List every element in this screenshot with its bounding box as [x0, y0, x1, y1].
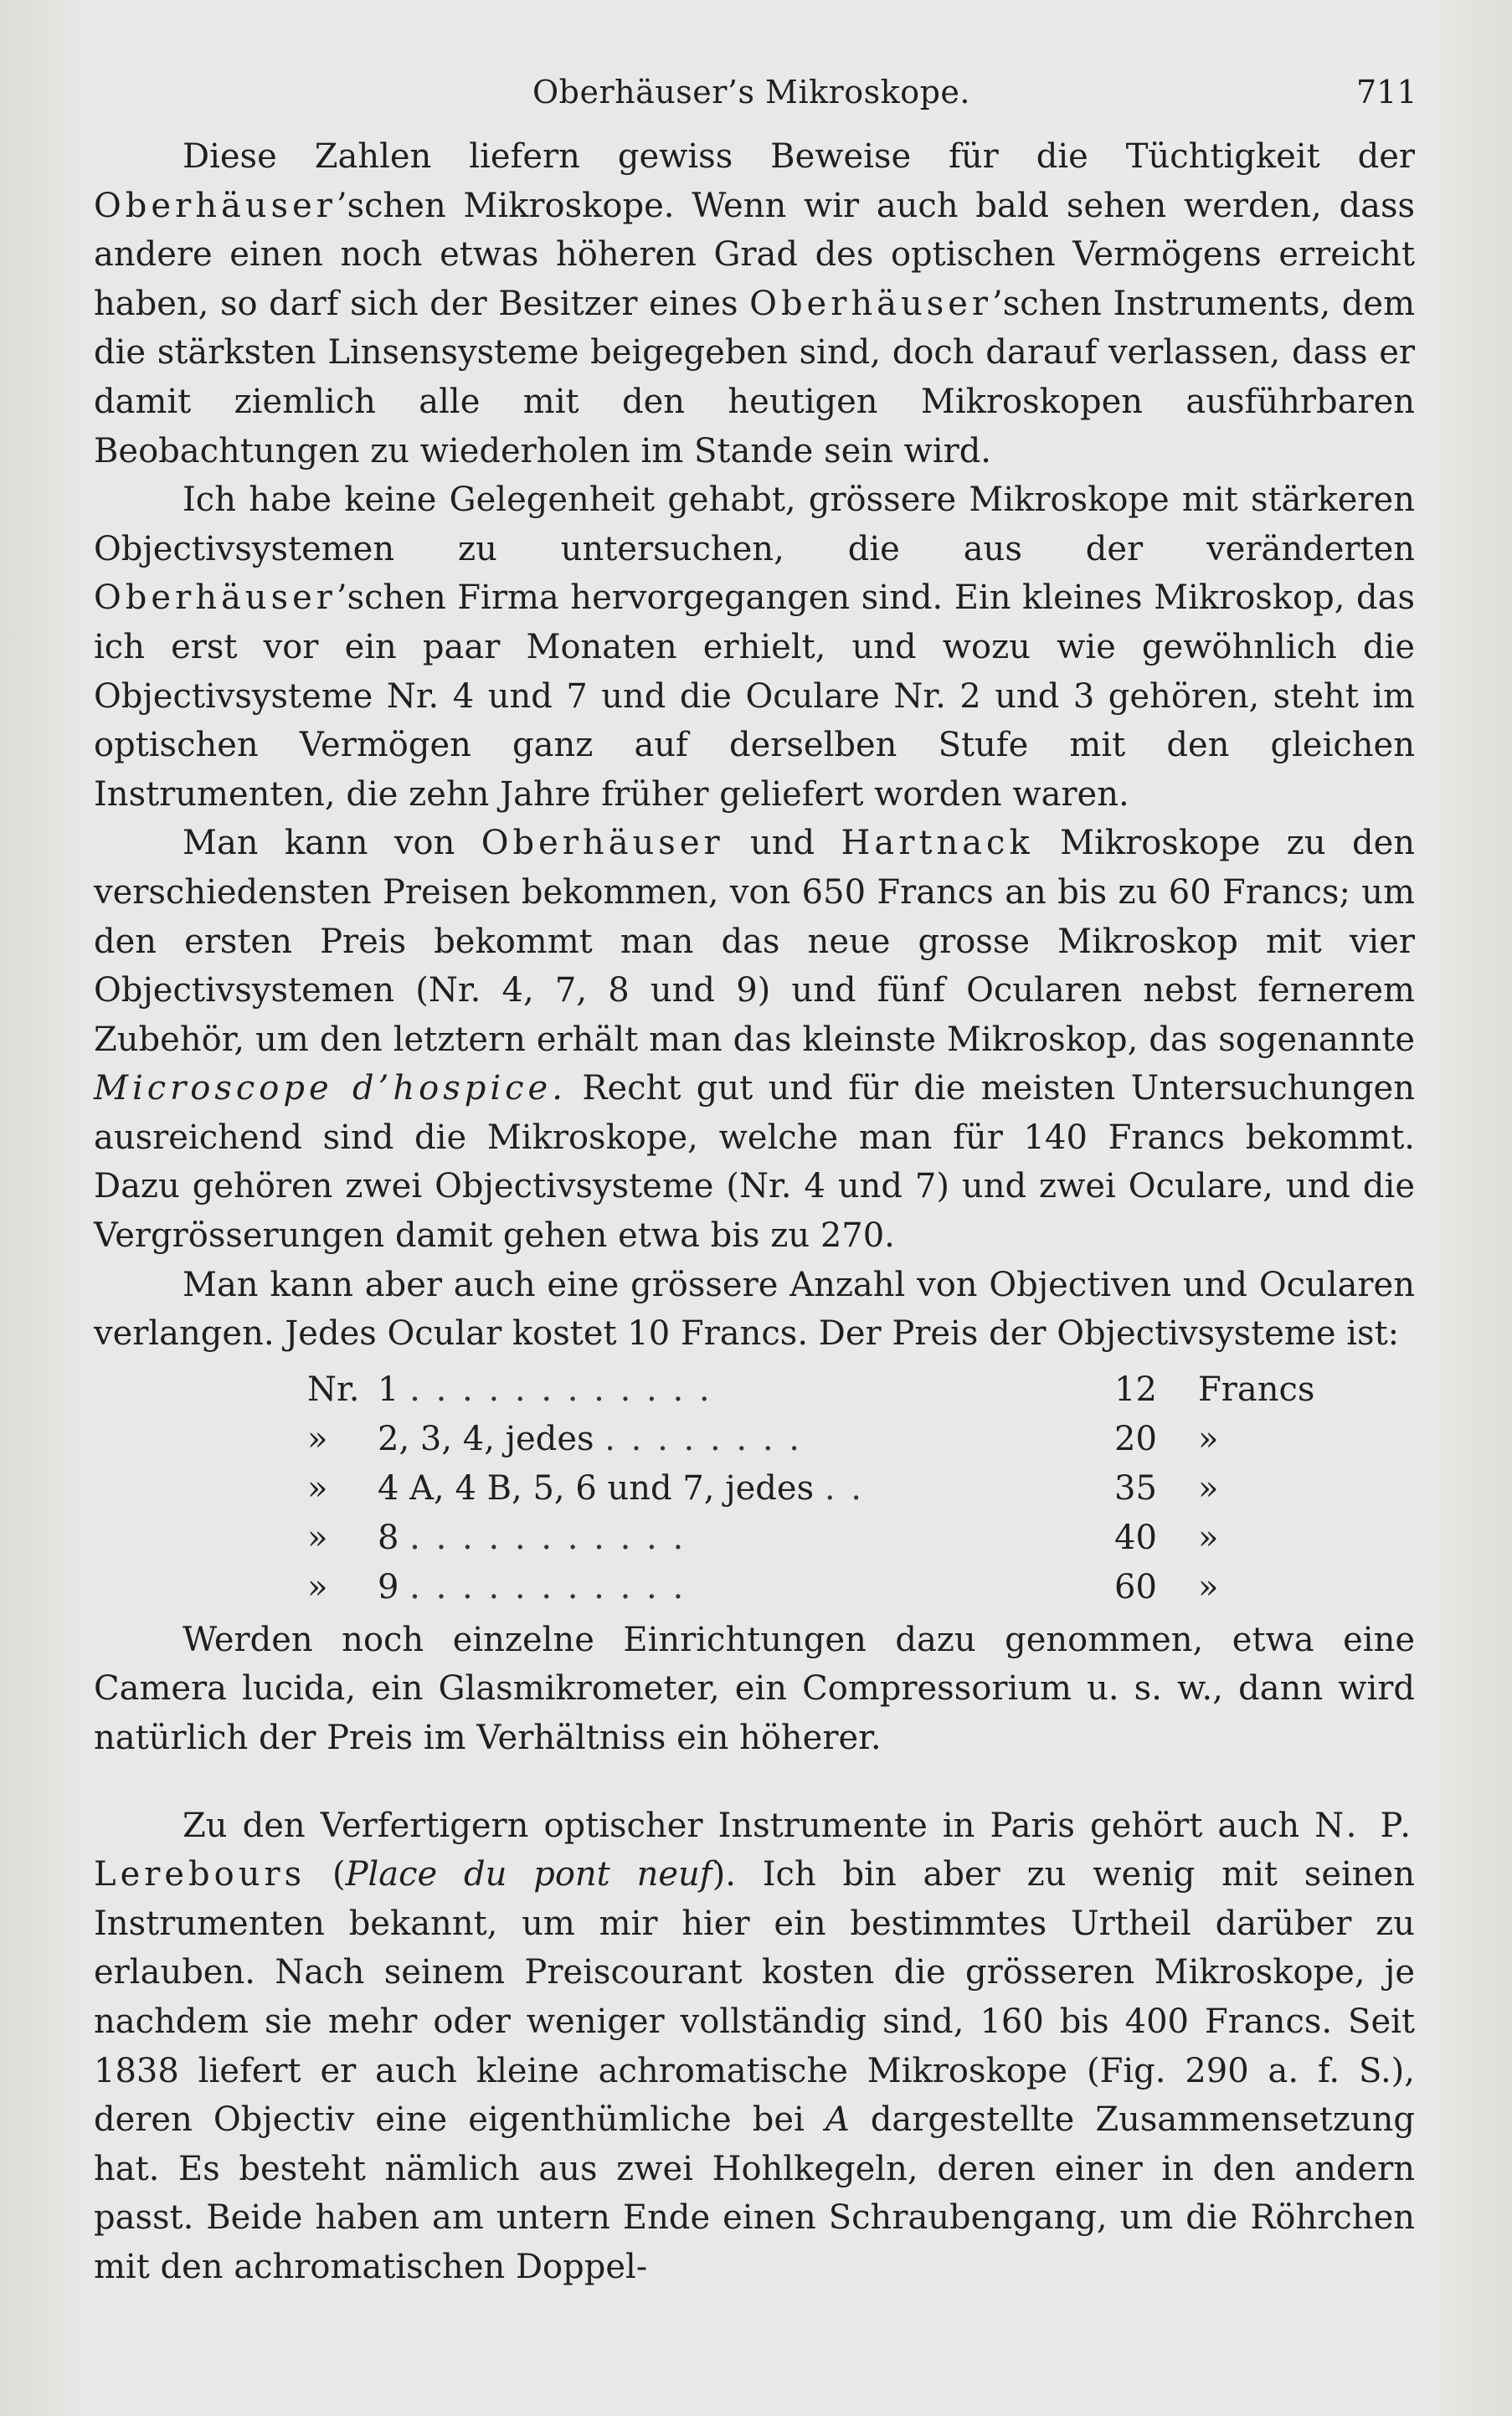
row-item: [378, 1464, 1114, 1514]
dot-leader: . .: [824, 1469, 864, 1509]
row-item: [378, 1415, 1114, 1464]
paragraph-6: [94, 1802, 1415, 2292]
row-mark: »: [307, 1420, 328, 1459]
dot-leader: . . . . . . . . . . .: [409, 1568, 687, 1607]
table-row: [307, 1365, 1314, 1415]
text-run: und: [750, 824, 815, 863]
row-mark: Nr.: [307, 1370, 360, 1410]
spaced-name: Oberhäuser: [94, 186, 337, 225]
row-mark: »: [307, 1469, 328, 1509]
row-price: 35: [1114, 1469, 1157, 1509]
text-run: ’schen Instruments, dem die stärksten Linsensysteme beigegeben sind, doch darauf verlassen, dass er damit ziemlich alle mit den heutigen Mikroskopen ausführbaren Beobachtungen zu wiederholen im Stande sein wird.: [94, 284, 1416, 470]
row-mark: »: [307, 1519, 328, 1558]
row-price: 20: [1114, 1420, 1157, 1459]
italic-term: Microscope d’hospice.: [94, 1069, 567, 1108]
item-label: 2, 3, 4, jedes: [378, 1420, 594, 1459]
spaced-name: Hartnack: [841, 824, 1034, 863]
table-row: [307, 1464, 1314, 1514]
italic-letter: A: [825, 2100, 850, 2140]
row-price: 40: [1114, 1519, 1157, 1558]
row-item: [378, 1563, 1114, 1612]
row-price: 60: [1114, 1568, 1157, 1607]
paragraph-4: [94, 1261, 1415, 1359]
body-text: [94, 132, 1415, 2292]
text-run: Zu den Verfertigern optischer Instrumente in Paris gehört auch: [183, 1806, 1300, 1845]
running-title: Oberhäuser’s Mikroskope.: [532, 74, 970, 111]
paragraph-1: [94, 132, 1415, 475]
price-table: [307, 1365, 1314, 1612]
paragraph-5: [94, 1616, 1415, 1763]
text-run: ’schen Mikroskope. Wenn wir auch bald sehen werden, dass andere einen noch etwas höheren Grad des optischen Vermögens erreicht haben, so darf sich der Besitzer eines: [94, 186, 1415, 323]
text-run: Man kann von: [183, 824, 455, 863]
spaced-name: Oberhäuser: [749, 284, 993, 323]
text-run: Recht gut und für die meisten Untersuchungen ausreichend sind die Mikroskope, welche man für 140 Francs bekommt. Dazu gehören zwei Objectivsysteme (Nr. 4 und 7) und zwei Oculare, und die Vergrösserungen damit gehen etwa bis zu 270.: [94, 1069, 1415, 1256]
row-item: [378, 1514, 1114, 1563]
item-label: 8: [378, 1519, 399, 1558]
row-unit: Francs: [1198, 1370, 1315, 1410]
row-unit: »: [1198, 1420, 1219, 1459]
spaced-name: Oberhäuser: [481, 824, 724, 863]
row-unit: »: [1198, 1568, 1219, 1607]
text-run: Ich habe keine Gelegenheit gehabt, grössere Mikroskope mit stärkeren Objectivsystemen zu untersuchen, die aus der veränderten: [94, 481, 1415, 568]
page-number: 711: [1356, 74, 1417, 111]
text-run: (: [332, 1855, 346, 1894]
text-run: Man kann aber auch eine grössere Anzahl von Objectiven und Ocularen verlangen. Jedes Ocular kostet 10 Francs. Der Preis der Objectivsysteme ist:: [94, 1265, 1415, 1354]
dot-leader: . . . . . . . .: [604, 1420, 802, 1459]
paragraph-3: [94, 819, 1415, 1260]
text-run: Werden noch einzelne Einrichtungen dazu genommen, etwa eine Camera lucida, ein Glasmikrometer, ein Compressorium u. s. w., dann wird natürlich der Preis im Verhältniss ein höherer.: [94, 1620, 1415, 1758]
row-unit: »: [1198, 1469, 1219, 1509]
dot-leader: . . . . . . . . . . . .: [409, 1370, 712, 1410]
italic-place: Place du pont neuf: [345, 1855, 712, 1894]
item-label: 1: [378, 1370, 399, 1410]
text-run: ’schen Firma hervorgegangen sind. Ein kleines Mikroskop, das ich erst vor ein paar Monaten erhielt, und wozu wie gewöhnlich die Objectivsysteme Nr. 4 und 7 und die Oculare Nr. 2 und 3 gehören, steht im optischen Vermögen ganz auf derselben Stufe mit den gleichen Instrumenten, die zehn Jahre früher geliefert worden waren.: [94, 578, 1415, 814]
row-unit: »: [1198, 1519, 1219, 1558]
item-label: 9: [378, 1568, 399, 1607]
table-row: [307, 1415, 1314, 1464]
page-header: [0, 74, 1512, 124]
row-mark: »: [307, 1568, 328, 1607]
text-run: ). Ich bin aber zu wenig mit seinen Instrumenten bekannt, um mir hier ein bestimmtes Urtheil darüber zu erlauben. Nach seinem Preiscourant kosten die grösseren Mikroskope, je nachdem sie mehr oder weniger vollständig sind, 160 bis 400 Francs. Seit 1838 liefert er auch kleine achromatische Mikroskope (Fig. 290 a. f. S.), deren Objectiv eine eigenthümliche bei: [94, 1855, 1415, 2140]
text-run: dargestellte Zusammensetzung hat. Es besteht nämlich aus zwei Hohlkegeln, deren einer in den andern passt. Beide haben am untern Ende einen Schraubengang, um die Röhrchen mit den achromatischen Doppel-: [94, 2100, 1416, 2286]
row-price: 12: [1114, 1370, 1157, 1410]
item-label: 4 A, 4 B, 5, 6 und 7, jedes: [378, 1469, 815, 1509]
spaced-name: N. P. Lerebours: [94, 1806, 1415, 1894]
text-run: Diese Zahlen liefern gewiss Beweise für die Tüchtigkeit der: [183, 137, 1415, 176]
text-run: Mikroskope zu den verschiedensten Preisen bekommen, von 650 Francs an bis zu 60 Francs; um den ersten Preis bekommt man das neue grosse Mikroskop mit vier Objectivsystemen (Nr. 4, 7, 8 und 9) und fünf Ocularen nebst fernerem Zubehör, um den letztern erhält man das kleinste Mikroskop, das sogenannte: [94, 824, 1416, 1059]
spaced-name: Oberhäuser: [94, 578, 337, 618]
row-item: [378, 1365, 1114, 1415]
table-row: [307, 1514, 1314, 1563]
paragraph-2: [94, 475, 1415, 819]
section-gap: [94, 1763, 1415, 1802]
dot-leader: . . . . . . . . . . .: [409, 1519, 687, 1558]
table-row: [307, 1563, 1314, 1612]
